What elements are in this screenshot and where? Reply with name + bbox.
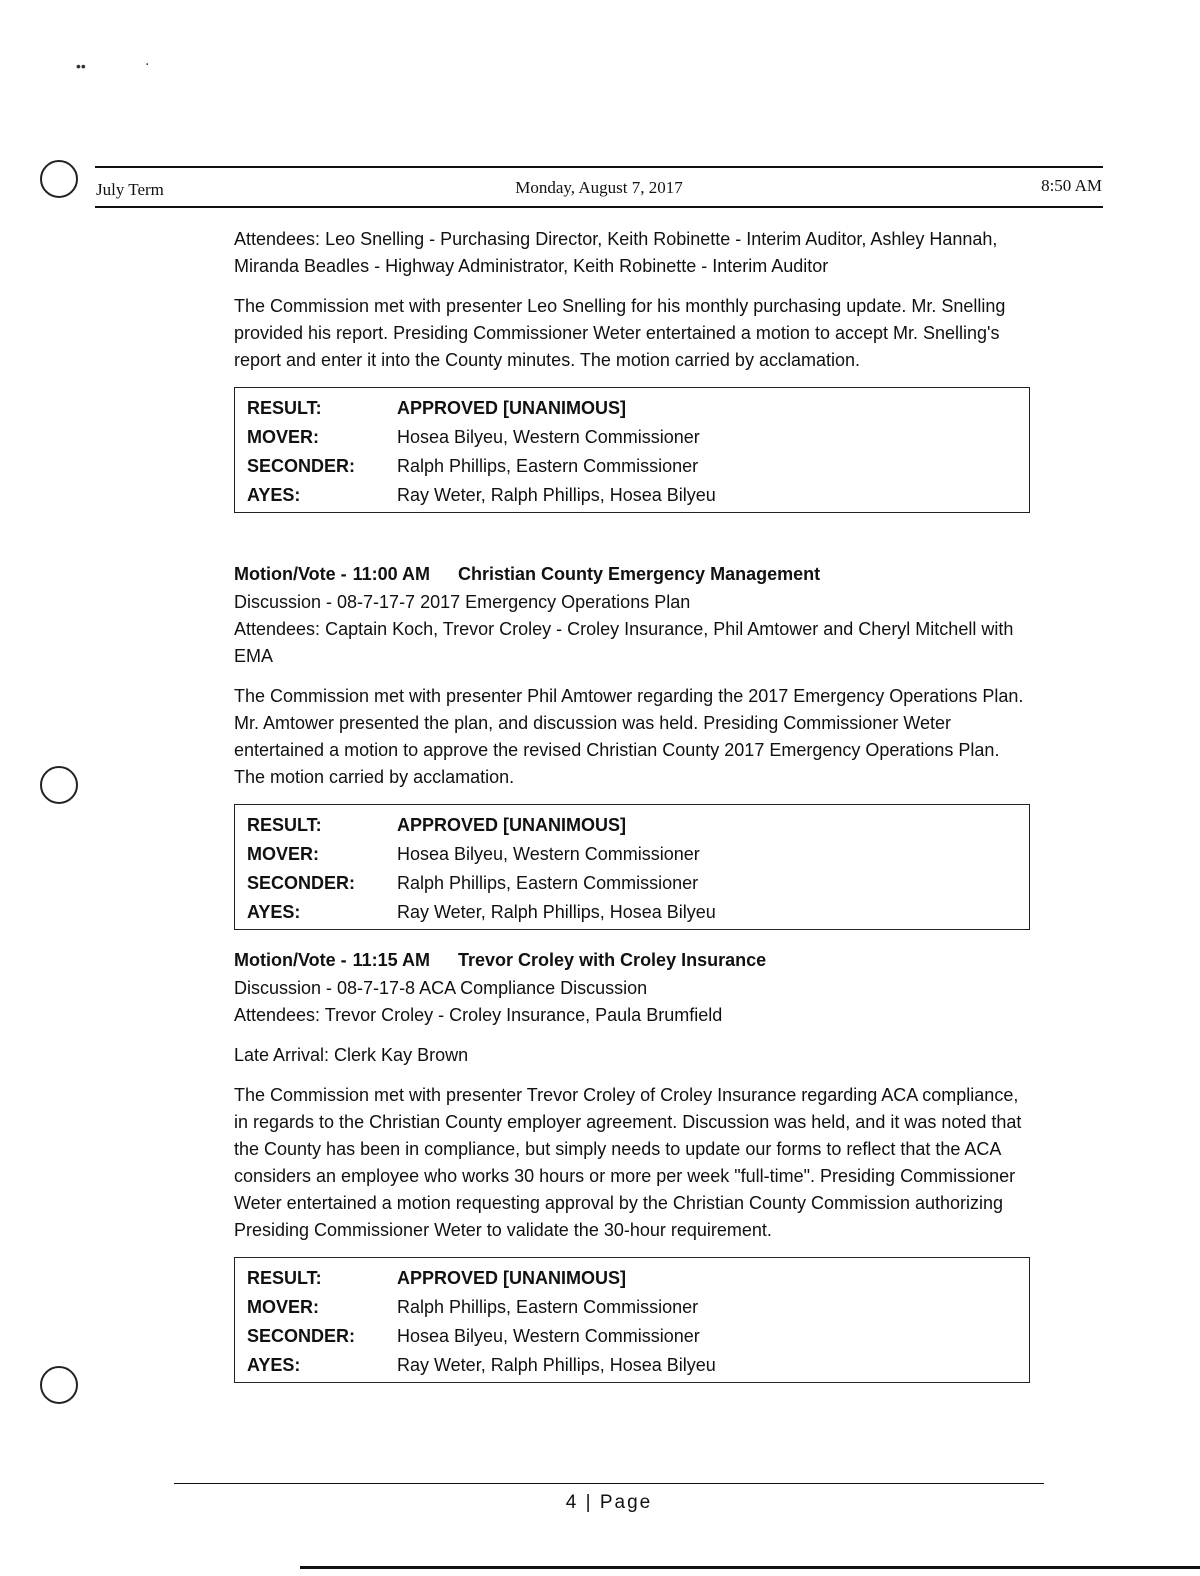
ayes-label: AYES:	[247, 485, 301, 505]
result-row	[247, 394, 1017, 423]
footer-rule	[174, 1483, 1044, 1484]
mover-value: Hosea Bilyeu, Western Commissioner	[397, 844, 700, 864]
mover-value: Ralph Phillips, Eastern Commissioner	[397, 1297, 699, 1317]
vote-result-box	[234, 387, 1030, 513]
attendees-text: Attendees: Captain Koch, Trevor Croley - Croley Insurance, Phil Amtower and Cheryl Mitchell with EMA	[234, 619, 1014, 666]
result-value: APPROVED [UNANIMOUS]	[397, 398, 627, 418]
discussion-line: Discussion - 08-7-17-7 2017 Emergency Operations Plan	[234, 592, 691, 612]
vote-result-box	[234, 804, 1030, 930]
section-purchasing-update	[234, 226, 1034, 513]
meeting-time: 8:50 AM	[1041, 176, 1102, 195]
scan-speck: ⋅	[145, 56, 150, 72]
scan-bottom-edge	[300, 1566, 1200, 1569]
section-emergency-management	[234, 560, 1034, 930]
attendees-text: Attendees: Leo Snelling - Purchasing Director, Keith Robinette - Interim Auditor, Ashley Hannah, Miranda Beadles - Highway Administrator, Keith Robinette - Interim Auditor	[234, 229, 998, 276]
result-value: APPROVED [UNANIMOUS]	[397, 1268, 627, 1288]
seconder-label: SECONDER:	[247, 1326, 356, 1346]
discussion-line: Discussion - 08-7-17-8 ACA Compliance Discussion	[234, 978, 648, 998]
seconder-value: Hosea Bilyeu, Western Commissioner	[397, 1326, 700, 1346]
seconder-label: SECONDER:	[247, 456, 356, 476]
motion-heading	[234, 560, 1034, 588]
punch-hole-bottom	[40, 1366, 78, 1404]
result-value: APPROVED [UNANIMOUS]	[397, 815, 627, 835]
ayes-value: Ray Weter, Ralph Phillips, Hosea Bilyeu	[397, 1355, 716, 1375]
seconder-row	[247, 452, 1017, 481]
mover-label: MOVER:	[247, 427, 319, 447]
motion-title: Trevor Croley with Croley Insurance	[458, 950, 767, 970]
seconder-row	[247, 869, 1017, 898]
motion-heading	[234, 946, 1034, 974]
ayes-row	[247, 481, 1017, 510]
motion-prefix: Motion/Vote -	[234, 564, 347, 584]
page-number: 4 | Page	[565, 1492, 653, 1513]
ayes-value: Ray Weter, Ralph Phillips, Hosea Bilyeu	[397, 902, 716, 922]
mover-row	[247, 1293, 1017, 1322]
mover-row	[247, 840, 1017, 869]
mover-value: Hosea Bilyeu, Western Commissioner	[397, 427, 700, 447]
result-row	[247, 1264, 1017, 1293]
seconder-value: Ralph Phillips, Eastern Commissioner	[397, 873, 699, 893]
seconder-row	[247, 1322, 1017, 1351]
motion-time: 11:00 AM	[352, 564, 431, 584]
minutes-body: The Commission met with presenter Leo Snelling for his monthly purchasing update. Mr. Snelling provided his report. Presiding Commissioner Weter entertained a motion to accept Mr. Snelling's report and enter it into the County minutes. The motion carried by acclamation.	[234, 296, 1006, 370]
result-row	[247, 811, 1017, 840]
punch-hole-middle	[40, 766, 78, 804]
ayes-label: AYES:	[247, 1355, 301, 1375]
result-label: RESULT:	[247, 1268, 322, 1288]
late-arrival-text: Late Arrival: Clerk Kay Brown	[234, 1045, 469, 1065]
page-header	[96, 176, 1102, 202]
scan-speck: ••	[76, 58, 86, 74]
seconder-value: Ralph Phillips, Eastern Commissioner	[397, 456, 699, 476]
mover-row	[247, 423, 1017, 452]
ayes-row	[247, 1351, 1017, 1380]
motion-time: 11:15 AM	[352, 950, 431, 970]
meeting-date: Monday, August 7, 2017	[515, 178, 683, 197]
ayes-row	[247, 898, 1017, 927]
result-label: RESULT:	[247, 815, 322, 835]
minutes-body: The Commission met with presenter Phil Amtower regarding the 2017 Emergency Operations Plan. Mr. Amtower presented the plan, and discussion was held. Presiding Commissioner Weter entertained a motion to approve the revised Christian County 2017 Emergency Operations Plan. The motion carried by acclamation.	[234, 686, 1024, 787]
ayes-label: AYES:	[247, 902, 301, 922]
ayes-value: Ray Weter, Ralph Phillips, Hosea Bilyeu	[397, 485, 716, 505]
section-aca-compliance	[234, 946, 1034, 1383]
mover-label: MOVER:	[247, 1297, 319, 1317]
result-label: RESULT:	[247, 398, 322, 418]
header-rule	[95, 166, 1103, 168]
seconder-label: SECONDER:	[247, 873, 356, 893]
term-label: July Term	[96, 180, 164, 199]
vote-result-box	[234, 1257, 1030, 1383]
motion-title: Christian County Emergency Management	[458, 564, 821, 584]
minutes-body: The Commission met with presenter Trevor Croley of Croley Insurance regarding ACA compliance, in regards to the Christian County employer agreement. Discussion was held, and it was noted that the County has been in compliance, but simply needs to update our forms to reflect that the ACA considers an employee who works 30 hours or more per week "full-time". Presiding Commissioner Weter entertained a motion requesting approval by the Christian County Commission authorizing Presiding Commissioner Weter to validate the 30-hour requirement.	[234, 1085, 1022, 1240]
header-rule	[95, 206, 1103, 208]
motion-prefix: Motion/Vote -	[234, 950, 347, 970]
punch-hole-top	[40, 160, 78, 198]
attendees-text: Attendees: Trevor Croley - Croley Insurance, Paula Brumfield	[234, 1005, 723, 1025]
mover-label: MOVER:	[247, 844, 319, 864]
